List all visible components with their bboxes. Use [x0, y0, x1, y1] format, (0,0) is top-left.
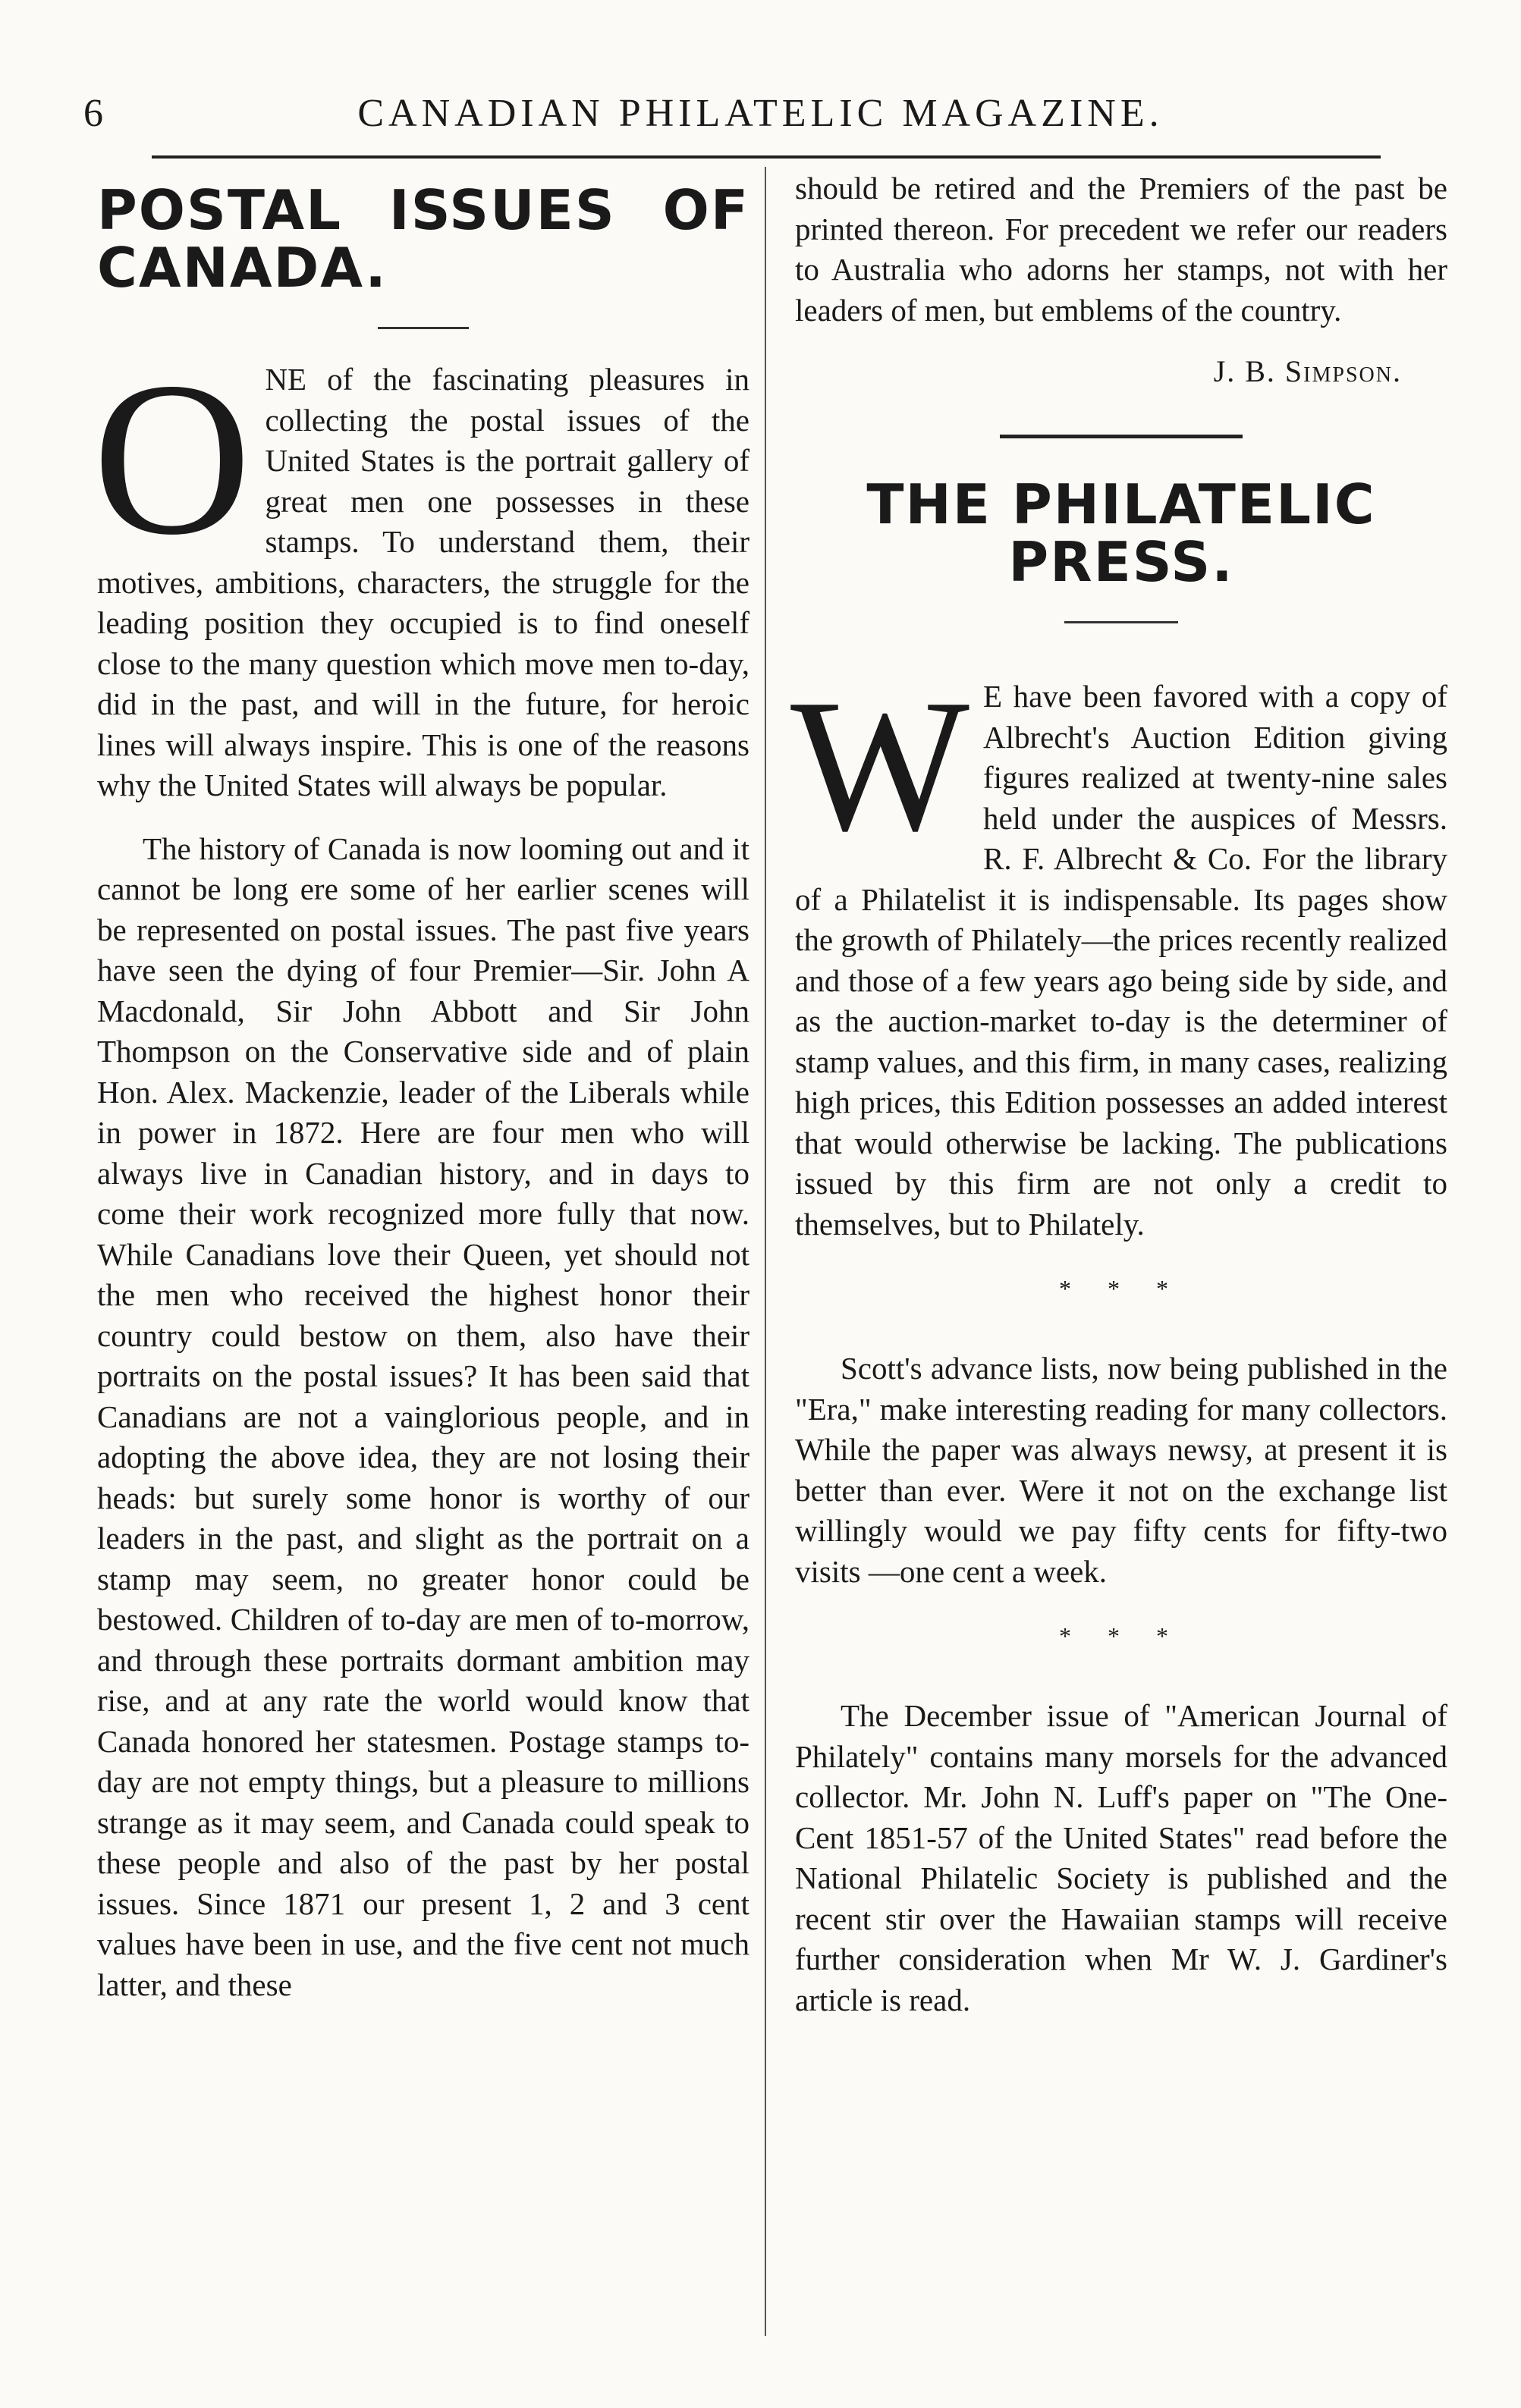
article-paragraph: O NE of the fascinating pleasures in collecting the postal issues of the United States is the portrait gallery of great men one possesses in these stamps. To understand them, their motives, ambitions, characters, the struggle for the leading position they occupied is to find oneself close to the many question which move men to-day, did in the past, and will in the future, for heroic lines will always inspire. This is one of the reasons why the United States will always be popular.	[93, 337, 750, 803]
article-paragraph: Scott's advance lists, now being published in the "Era," make interesting reading for many collectors. While the paper was always newsy, at present it is better than ever. Were it not on the exchange list willingly would we pay fifty cents for fifty-two visits —one cent a week.	[795, 1351, 1447, 1589]
article-paragraph: W E have been favored with a copy of Albrecht's Auction Edition giving figures realized at twenty-nine sales held under the auspices of Messrs. R. F. Albrecht & Co. For the library of a Philatelist it is indispensable. Its pages show the growth of Philately—the prices recently realized and those of a few years ago being side by side, and as the auction-market to-day is the determiner of stamp values, and this firm, in many cases, realizing high prices, this Edition possesses an added interest that would otherwise be lacking. The publications issued by this firm are not only a credit to themselves, but to Philately.	[790, 661, 1447, 1242]
article-title-postal-issues: POSTAL ISSUES OF CANADA.	[97, 178, 750, 300]
section-rule	[1000, 435, 1243, 438]
article-continuation: should be retired and the Premiers of the past be printed thereon. For precedent we refer our readers to Australia who adorns her stamps, not with her leaders of men, but emblems of the country.	[795, 171, 1447, 328]
title-rule	[1064, 621, 1178, 623]
right-column	[790, 168, 1447, 2020]
column-divider	[765, 167, 766, 2336]
header-rule	[152, 155, 1381, 159]
section-separator: * * *	[1059, 1275, 1183, 1303]
article-paragraph: The December issue of "American Journal of Philately" contains many morsels for the advanced collector. Mr. John N. Luff's paper on "The One-Cent 1851-57 of the United States" read before the National Philatelic Society is published and the recent stir over the Hawaiian stamps will receive further consideration when Mr W. J. Gardiner's article is read.	[795, 1698, 1447, 2017]
section-separator: * * *	[1059, 1622, 1183, 1650]
page-number: 6	[83, 92, 103, 135]
title-rule	[378, 327, 469, 329]
drop-cap: W	[790, 661, 969, 871]
page-header	[83, 91, 1438, 152]
running-title: CANADIAN PHILATELIC MAGAZINE.	[357, 92, 1164, 135]
article-title-philatelic-press: THE PHILATELIC PRESS.	[866, 472, 1376, 594]
left-column	[93, 168, 750, 2005]
author-signature: J. B. Simpson.	[1213, 354, 1402, 388]
drop-cap: O	[93, 337, 252, 581]
article-paragraph: The history of Canada is now looming out and it cannot be long ere some of her earlier scenes will be represented on postal issues. The past five years have seen the dying of four Premier—Sir. John A Macdonald, Sir John Abbott and Sir John Thompson on the Conservative side and of plain Hon. Alex. Mackenzie, leader of the Liberals while in power in 1872. Here are four men who will always live in Canadian history, and in days to come their work recognized more fully that now. While Canadians love their Queen, yet should not the men who received the highest honor their country could bestow on them, also have their portraits on the postal issues? It has been said that Canadians are not a vainglorious people, and in adopting the above idea, they are not losing their heads: but surely some honor is worthy of our leaders in the past, and slight as the portrait on a stamp may seem, no greater honor could be bestowed. Children of to-day are men of to-morrow, and through these portraits dormant ambition may rise, and at any rate the world would know that Canada honored her statesmen. Postage stamps to-day are not empty things, but a pleasure to millions strange as it may seem, and Canada could speak to these people and also of the past by her postal issues. Since 1871 our present 1, 2 and 3 cent values have been in use, and the five cent not much latter, and these	[97, 830, 750, 2002]
